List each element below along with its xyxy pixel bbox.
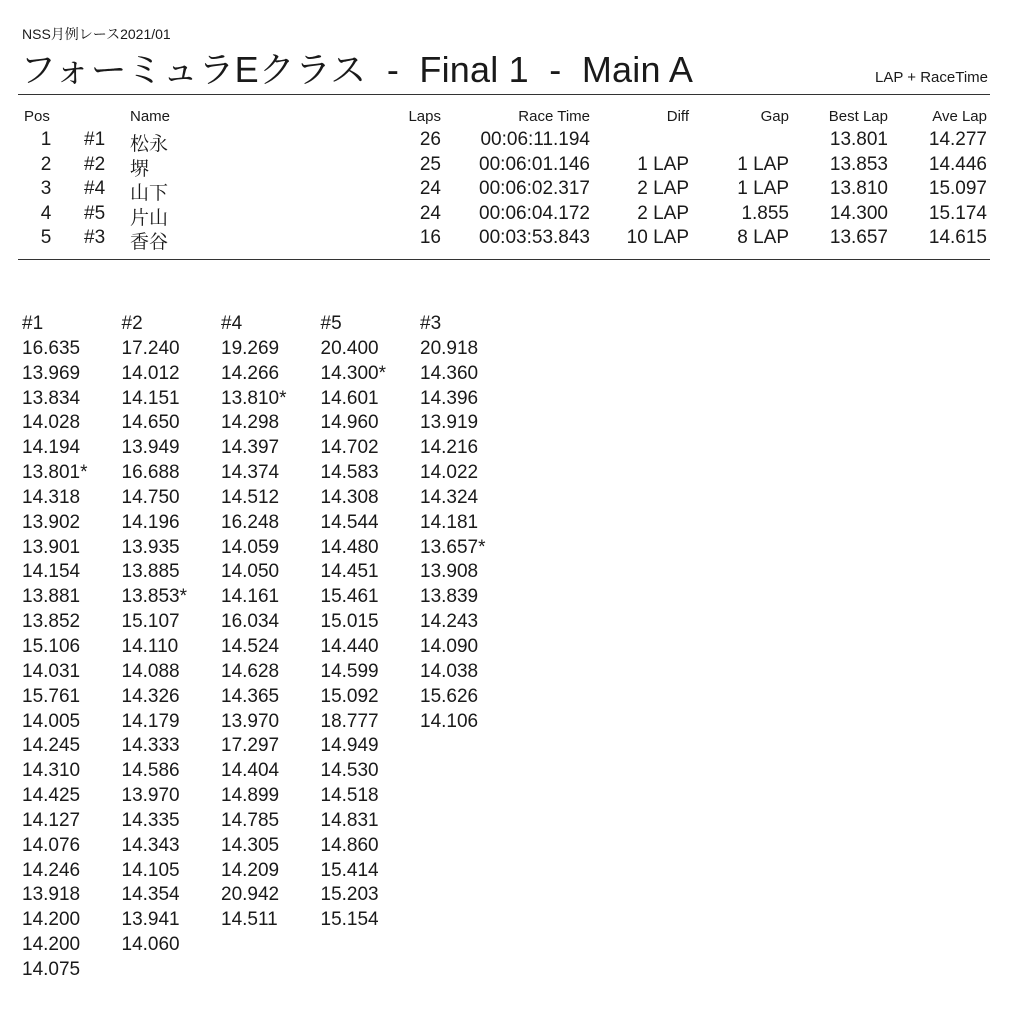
lap-time: 14.365 [221,685,280,707]
lap-time: 14.511 [221,909,278,931]
lap-time: 14.440 [320,635,379,657]
lap-time: 14.179 [121,710,180,732]
result-best-lap: 13.810 [829,178,888,200]
lap-time: 14.050 [221,561,280,583]
result-row [0,203,1024,228]
result-ave-lap: 14.615 [928,227,987,249]
result-car-number: #4 [84,178,106,200]
report-mode-label: LAP + RaceTime [875,69,988,86]
lap-time: 14.318 [22,486,81,508]
lap-time: 14.583 [320,462,379,484]
result-race-time: 00:03:53.843 [479,227,590,249]
lap-time: 14.960 [320,412,379,434]
lap-time: 14.005 [22,710,81,732]
result-driver-name: 山下 [130,183,169,205]
results-body [0,129,1024,252]
lap-time: 13.853* [121,586,188,608]
lap-time: 14.088 [121,660,180,682]
lap-time: 13.810* [221,387,287,409]
lap-time: 14.028 [22,412,81,434]
col-header-name: Name [130,108,171,125]
result-best-lap: 13.657 [829,227,888,249]
result-race-time: 00:06:04.172 [479,202,590,224]
lap-time: 15.461 [320,586,379,608]
result-ave-lap: 15.097 [928,178,987,200]
lap-time: 14.216 [420,437,479,459]
result-row [0,178,1024,203]
lap-time: 14.243 [420,611,479,633]
result-driver-name: 堺 [130,158,150,180]
lap-column [22,312,122,983]
lap-time: 14.480 [320,536,379,558]
lap-time: 14.785 [221,809,280,831]
result-laps: 26 [419,129,441,150]
lap-time: 14.530 [320,760,379,782]
lap-time: 14.396 [420,387,479,409]
lap-time: 13.839 [420,586,479,608]
lap-time: 13.919 [420,412,479,434]
lap-time: 14.899 [221,785,280,807]
lap-time: 14.354 [121,884,180,906]
lap-time: 15.761 [22,685,81,707]
lap-time: 14.397 [221,437,280,459]
results-table [0,108,1024,252]
lap-time: 14.333 [121,735,180,757]
result-ave-lap: 14.446 [928,153,987,175]
lap-time: 15.626 [420,685,479,707]
lap-column-car-number: #3 [420,313,442,334]
result-best-lap: 14.300 [829,202,888,224]
result-pos: 2 [40,153,52,175]
bottom-divider [18,259,990,260]
lap-time: 14.106 [420,710,479,732]
lap-time: 14.200 [22,909,81,931]
result-race-time: 00:06:01.146 [479,153,590,175]
lap-time: 13.970 [121,785,180,807]
lap-time: 14.127 [22,809,81,831]
lap-column [122,312,222,958]
result-race-time: 00:06:11.194 [480,129,590,150]
lap-time: 17.240 [121,337,180,359]
result-laps: 25 [419,153,441,175]
lap-time: 14.425 [22,785,81,807]
result-car-number: #1 [84,129,106,150]
lap-time: 14.586 [121,760,180,782]
lap-time: 16.034 [221,611,280,633]
result-ave-lap: 14.277 [928,129,987,150]
lap-time: 14.343 [121,834,180,856]
lap-time: 13.949 [121,437,180,459]
lap-time: 14.831 [320,809,379,831]
lap-time: 14.451 [320,561,379,583]
result-driver-name: 片山 [130,207,169,229]
lap-time: 14.310 [22,760,81,782]
lap-time: 20.918 [420,337,479,359]
lap-time: 13.908 [420,561,479,583]
lap-time: 13.901 [22,536,81,558]
lap-time: 14.031 [22,660,81,682]
result-pos: 1 [40,129,52,150]
lap-time: 14.060 [121,934,180,956]
lap-time: 14.308 [320,486,379,508]
col-header-pos: Pos [24,108,50,125]
lap-time: 14.300* [320,362,387,384]
lap-time: 16.688 [121,462,180,484]
lap-time: 14.599 [320,660,379,682]
lap-time: 16.635 [22,337,81,359]
lap-time: 14.245 [22,735,81,757]
lap-time: 15.107 [121,611,180,633]
col-header-race-time: Race Time [518,108,590,125]
result-gap: 1.855 [741,202,789,224]
lap-time: 14.075 [22,958,81,980]
lap-time: 14.105 [121,859,180,881]
lap-time: 16.248 [221,511,280,533]
lap-time: 14.518 [320,785,379,807]
lap-time: 13.918 [22,884,81,906]
lap-time: 14.326 [121,685,180,707]
lap-time: 13.935 [121,536,180,558]
lap-column-car-number: #5 [320,313,342,334]
lap-time: 14.038 [420,660,479,682]
lap-time: 13.941 [121,909,180,931]
lap-time: 13.970 [221,710,280,732]
lap-time: 14.059 [221,536,280,558]
lap-time: 14.305 [221,834,280,856]
lap-time: 14.246 [22,859,81,881]
lap-time: 14.750 [121,486,180,508]
result-gap: 1 LAP [737,178,789,200]
lap-time: 14.949 [320,735,379,757]
lap-time: 19.269 [221,337,280,359]
lap-time: 15.203 [320,884,379,906]
result-gap: 8 LAP [737,227,789,249]
lap-time: 14.298 [221,412,280,434]
result-diff: 10 LAP [626,227,689,249]
result-diff: 2 LAP [637,178,689,200]
result-car-number: #3 [84,227,106,249]
lap-time: 13.969 [22,362,81,384]
lap-time: 13.852 [22,611,81,633]
lap-time: 13.885 [121,561,180,583]
lap-time: 14.266 [221,362,280,384]
lap-time: 14.324 [420,486,479,508]
lap-time: 14.374 [221,462,280,484]
lap-time: 14.161 [221,586,280,608]
lap-time: 15.015 [320,611,379,633]
result-pos: 5 [40,227,52,249]
results-header-row [0,108,1024,129]
col-header-gap: Gap [760,108,789,125]
result-best-lap: 13.853 [829,153,888,175]
lap-time: 14.544 [320,511,379,533]
result-laps: 24 [419,202,441,224]
lap-time: 15.414 [320,859,379,881]
lap-time: 13.801* [22,462,88,484]
lap-time: 14.860 [320,834,379,856]
col-header-diff: Diff [666,108,689,125]
result-best-lap: 13.801 [829,129,888,150]
lap-time: 13.834 [22,387,81,409]
lap-time: 14.335 [121,809,180,831]
result-row [0,154,1024,179]
col-header-best-lap: Best Lap [828,108,888,125]
top-divider [18,94,990,95]
lap-time: 13.657* [420,536,486,558]
result-car-number: #2 [84,153,106,175]
lap-time: 14.196 [121,511,180,533]
result-pos: 3 [40,178,52,200]
lap-time: 14.154 [22,561,81,583]
result-laps: 24 [419,178,441,200]
result-diff: 2 LAP [637,202,689,224]
lap-column-car-number: #2 [121,313,143,334]
lap-time: 17.297 [221,735,280,757]
lap-time: 14.628 [221,660,280,682]
lap-column [221,312,321,933]
result-driver-name: 香谷 [130,232,169,254]
lap-time: 13.902 [22,511,81,533]
series-name: NSS月例レース2021/01 [22,26,171,42]
lap-time: 14.650 [121,412,180,434]
result-row [0,227,1024,252]
result-car-number: #5 [84,202,106,224]
lap-time: 14.702 [320,437,379,459]
lap-time: 14.601 [320,387,379,409]
lap-time: 14.194 [22,437,81,459]
lap-time: 20.942 [221,884,280,906]
lap-time: 14.512 [221,486,280,508]
lap-time: 14.012 [121,362,180,384]
result-driver-name: 松永 [130,134,169,155]
lap-column [321,312,421,933]
lap-column [420,312,520,734]
result-row [0,129,1024,154]
result-gap: 1 LAP [737,153,789,175]
lap-time: 14.022 [420,462,479,484]
result-diff: 1 LAP [637,153,689,175]
page-title: フォーミュラEクラス - Final 1 - Main A [20,49,694,90]
lap-time: 14.209 [221,859,280,881]
result-race-time: 00:06:02.317 [479,178,590,200]
lap-time: 14.200 [22,934,81,956]
col-header-laps: Laps [408,108,441,125]
lap-time: 14.090 [420,635,479,657]
col-header-ave-lap: Ave Lap [932,108,987,125]
lap-time: 15.106 [22,635,81,657]
lap-time: 18.777 [320,710,379,732]
lap-time: 15.154 [320,909,379,931]
result-laps: 16 [419,227,441,249]
lap-time: 14.524 [221,635,280,657]
lap-column-car-number: #4 [221,313,243,334]
lap-time: 13.881 [22,586,81,608]
lap-time: 14.360 [420,362,479,384]
lap-time: 14.181 [420,511,479,533]
lap-time: 14.076 [22,834,81,856]
result-ave-lap: 15.174 [928,202,987,224]
result-pos: 4 [40,202,52,224]
lap-time: 14.151 [121,387,180,409]
lap-time: 14.404 [221,760,280,782]
lap-time: 14.110 [121,635,179,657]
lap-column-car-number: #1 [22,313,44,334]
lap-time: 20.400 [320,337,379,359]
lap-time: 15.092 [320,685,379,707]
